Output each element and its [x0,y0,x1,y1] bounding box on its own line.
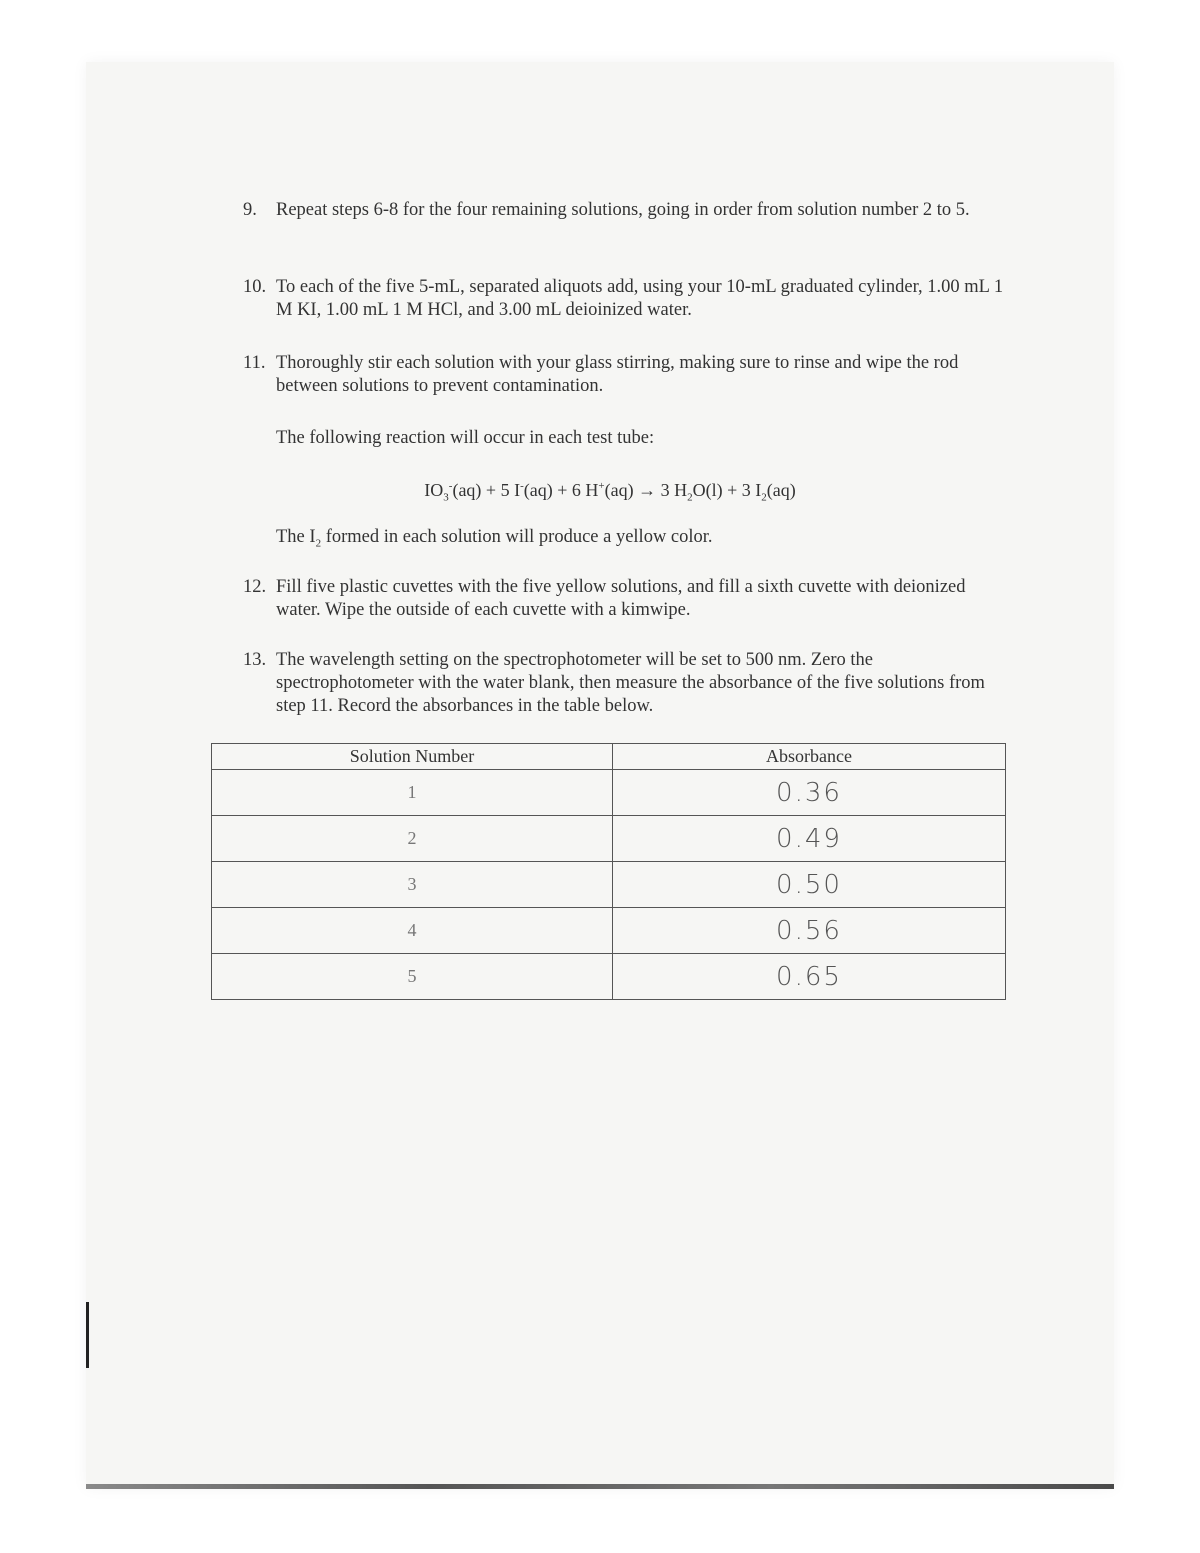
absorbance-cell: 0.56 [613,908,1006,954]
step-text: Repeat steps 6-8 for the four remaining solutions, going in order from solution number 2 to 5. [276,200,970,220]
absorbance-cell: 0.50 [613,862,1006,908]
step-number: 11. [243,353,266,373]
solution-number-cell: 3 [212,862,613,908]
step-number: 9. [243,200,257,220]
step-number: 10. [243,277,267,297]
solution-number-cell: 2 [212,816,613,862]
table-row [212,770,1006,816]
absorbance-table [211,743,1006,1000]
step-number: 12. [243,577,267,597]
table-header-row [212,744,1006,770]
step-9 [243,199,1013,222]
table-row [212,908,1006,954]
column-header-absorbance: Absorbance [613,744,1006,770]
reaction-intro: The following reaction will occur in each test tube: [276,428,655,448]
color-note: The $I_2$ formed in each solution will produce a yellow color. [276,527,713,550]
step-text: Thoroughly stir each solution with your glass stirring, making sure to rinse and wipe the rod between solutions to prevent contamination. [276,353,959,396]
table-row [212,954,1006,1000]
absorbance-cell: 0.49 [613,816,1006,862]
reaction-equation: $IO_3^-(aq) + 5$ I-(aq) + 6 H+(aq) → 3 $H_2O(l) + 3$ $I_2(aq)$ [424,480,796,504]
solution-number-cell: 1 [212,770,613,816]
absorbance-cell: 0.36 [613,770,1006,816]
step-number: 13. [243,650,267,670]
step-10 [243,276,1013,322]
solution-number-cell: 5 [212,954,613,1000]
paper-edge-mark [86,1302,89,1368]
absorbance-cell: 0.65 [613,954,1006,1000]
column-header-solution: Solution Number [212,744,613,770]
step-text: To each of the five 5-mL, separated aliquots add, using your 10-mL graduated cylinder, 1.00 mL 1 M KI, 1.00 mL 1 M HCl, and 3.00 mL deioinized water. [276,277,1004,320]
step-12 [243,576,1013,622]
step-text: Fill five plastic cuvettes with the five yellow solutions, and fill a sixth cuvette with deionized water. Wipe the outside of each cuvette with a kimwipe. [276,577,966,620]
step-13 [243,649,1013,718]
table-row [212,862,1006,908]
step-text: The wavelength setting on the spectrophotometer will be set to 500 nm. Zero the spectrophotometer with the water blank, then measure the absorbance of the five solutions from step 11. Record the absorbances in the table below. [276,650,985,716]
paper-bottom-edge [86,1484,1114,1489]
step-11 [243,352,1013,398]
table-row [212,816,1006,862]
solution-number-cell: 4 [212,908,613,954]
